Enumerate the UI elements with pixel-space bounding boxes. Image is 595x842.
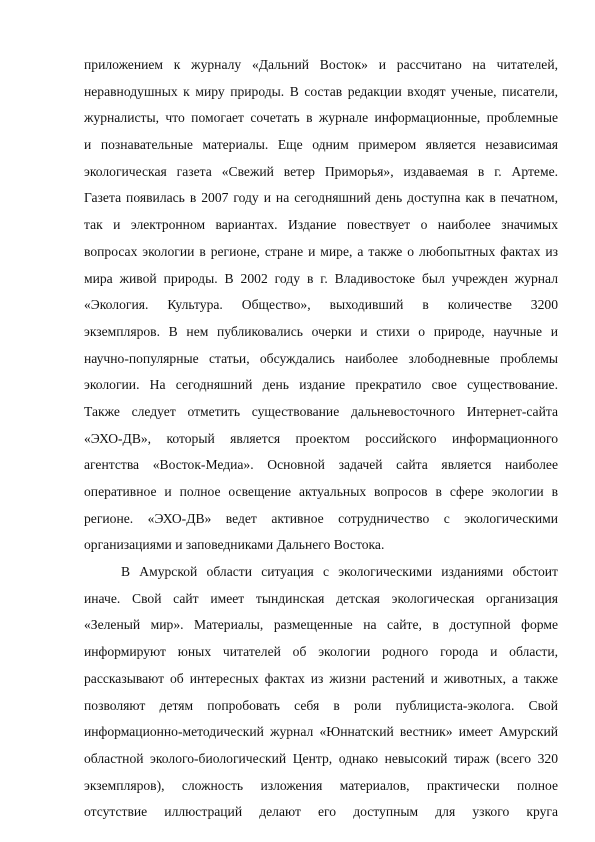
text-line: Газета появилась в 2007 году и на сегодняшний день доступна как в печатном, <box>84 190 558 206</box>
text-line: экологическая газета «Свежий ветер Приморья», издаваемая в г. Артеме. <box>84 163 558 179</box>
text-line: агентства «Восток-Медиа». Основной задачей сайта является наиболее <box>84 457 558 473</box>
paragraph-last-line: организациями и заповедниками Дальнего Востока. <box>84 537 385 553</box>
text-line: информируют юных читателей об экологии родного города и области, <box>84 644 558 660</box>
text-line: приложением к журналу «Дальний Восток» и рассчитано на читателей, <box>84 57 558 72</box>
text-line: неравнодушных к миру природы. В состав редакции входят ученые, писатели, <box>84 83 558 99</box>
text-line: журналисты, что помогает сочетать в журнале информационные, проблемные <box>84 110 558 126</box>
text-line: «Экология. Культура. Общество», выходивший в количестве 3200 <box>84 297 558 313</box>
text-line: экземпляров), сложность изложения материалов, практически полное <box>84 777 558 793</box>
text-line: так и электронном вариантах. Издание повествует о наиболее значимых <box>84 217 558 233</box>
text-line: научно-популярные статьи, обсуждались наиболее злободневные проблемы <box>84 350 558 366</box>
text-line: отсутствие иллюстраций делают его доступным для узкого круга <box>84 804 558 820</box>
text-line: мира живой природы. В 2002 году в г. Владивостоке был учрежден журнал <box>84 270 558 286</box>
text-line: «Зеленый мир». Материалы, размещенные на сайте, в доступной форме <box>84 617 558 633</box>
text-line: и познавательные материалы. Еще одним примером является независимая <box>84 137 558 153</box>
text-line: оперативное и полное освещение актуальных вопросов в сфере экологии в <box>84 484 558 499</box>
paragraph-first-line: В Амурской области ситуация с экологическими изданиями обстоит <box>121 564 558 580</box>
text-line: вопросах экологии в регионе, стране и мире, а также о любопытных фактах из <box>84 243 558 259</box>
text-line: рассказывают об интересных фактах из жизни растений и животных, а также <box>84 670 558 686</box>
text-line: Также следует отметить существование дальневосточного Интернет-сайта <box>84 403 558 419</box>
text-line: областной эколого-биологический Центр, однако невысокий тираж (всего 320 <box>84 750 558 766</box>
text-line: «ЭХО-ДВ», который является проектом российского информационного <box>84 430 558 446</box>
text-line: регионе. «ЭХО-ДВ» ведет активное сотрудничество с экологическими <box>84 510 558 526</box>
text-line: экземпляров. В нем публиковались очерки и стихи о природе, научные и <box>84 323 558 339</box>
text-line: информационно-методический журнал «Юннатский вестник» имеет Амурский <box>84 724 558 740</box>
body-text <box>84 52 558 826</box>
text-line: экологии. На сегодняшний день издание прекратило свое существование. <box>84 377 558 393</box>
text-line: иначе. Свой сайт имеет тындинская детская экологическая организация <box>84 590 558 606</box>
text-line: позволяют детям попробовать себя в роли публициста-эколога. Свой <box>84 697 558 713</box>
